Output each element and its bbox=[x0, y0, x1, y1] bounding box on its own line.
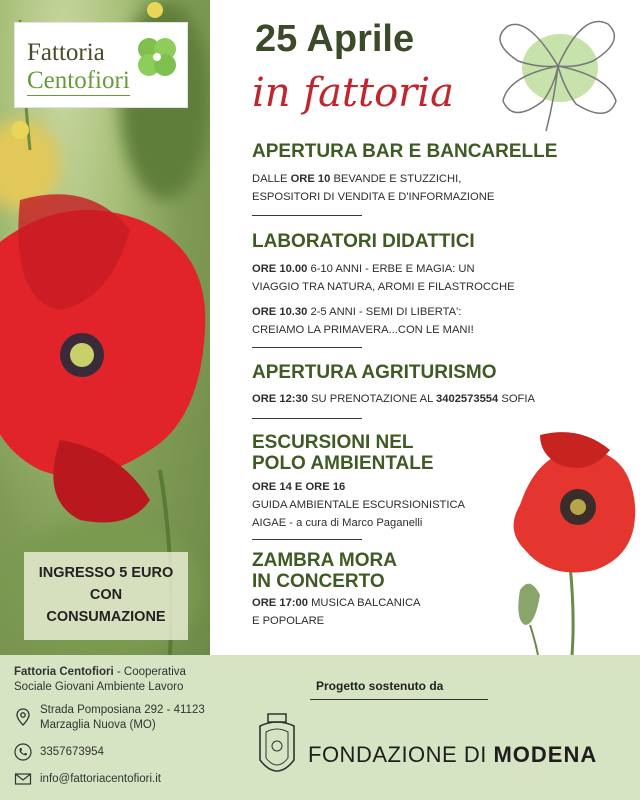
concerto-time: ORE 17:00 bbox=[252, 597, 308, 609]
section-lab-text1 bbox=[252, 260, 515, 296]
escursioni-title1: ESCURSIONI NEL bbox=[252, 432, 414, 453]
bar-line1-bold: ORE 10 bbox=[290, 173, 331, 185]
clover-outline-icon bbox=[488, 6, 628, 134]
bar-line1-rest: BEVANDE E STUZZICHI, bbox=[330, 173, 462, 185]
fondazione-prefix: FONDAZIONE DI bbox=[308, 742, 494, 767]
location-icon bbox=[14, 708, 32, 726]
footer-email[interactable]: info@fattoriacentofiori.it bbox=[40, 773, 161, 785]
poppy-photo bbox=[0, 0, 210, 655]
escursioni-line3: AIGAE - a cura di Marco Paganelli bbox=[252, 517, 423, 529]
concerto-desc: MUSICA BALCANICA bbox=[307, 597, 421, 609]
lab1-desc: 6-10 ANNI - ERBE E MAGIA: UN bbox=[307, 263, 475, 275]
footer-org bbox=[14, 665, 186, 695]
logo-line1: Fattoria bbox=[27, 39, 105, 66]
section-lab-text2 bbox=[252, 303, 474, 339]
event-date: 25 Aprile bbox=[255, 18, 415, 60]
footer-phone[interactable]: 3357673954 bbox=[40, 746, 104, 758]
divider bbox=[252, 347, 362, 348]
fondazione-name bbox=[308, 742, 597, 768]
footer-address bbox=[40, 703, 205, 733]
footer-address1: Strada Pomposiana 292 - 41123 bbox=[40, 704, 205, 716]
ingresso-box bbox=[24, 552, 188, 640]
section-concerto-title bbox=[252, 550, 397, 592]
bar-line1-prefix: DALLE bbox=[252, 173, 291, 185]
ingresso-line1: INGRESSO 5 EURO bbox=[38, 565, 174, 581]
footer-org-line2: Sociale Giovani Ambiente Lavoro bbox=[14, 681, 184, 693]
logo-line2: Centofiori bbox=[27, 67, 130, 94]
footer-org-name: Fattoria Centofiori bbox=[14, 666, 114, 678]
divider bbox=[252, 418, 362, 419]
footer-org-rest: - Cooperativa bbox=[113, 666, 186, 678]
poppy-image bbox=[500, 425, 640, 655]
sponsor-divider bbox=[310, 699, 488, 700]
event-subtitle: in fattoria bbox=[252, 70, 454, 116]
lab2-desc2: CREIAMO LA PRIMAVERA...CON LE MANI! bbox=[252, 324, 474, 336]
footer-address2: Marzaglia Nuova (MO) bbox=[40, 719, 156, 731]
section-bar-title: APERTURA BAR E BANCARELLE bbox=[252, 141, 558, 162]
crest-icon bbox=[256, 712, 298, 784]
section-agri-text bbox=[252, 390, 535, 408]
escursioni-time: ORE 14 E ORE 16 bbox=[252, 481, 346, 493]
ingresso-line2: CON bbox=[89, 587, 123, 603]
agri-name: SOFIA bbox=[498, 393, 535, 405]
divider bbox=[252, 215, 362, 216]
section-bar-text bbox=[252, 170, 494, 206]
fondazione-city: MODENA bbox=[493, 742, 598, 767]
lab1-desc2: VIAGGIO TRA NATURA, AROMI E FILASTROCCHE bbox=[252, 281, 515, 293]
section-escursioni-title bbox=[252, 432, 434, 474]
section-escursioni-text bbox=[252, 478, 465, 532]
mail-icon bbox=[14, 770, 32, 788]
escursioni-line2: GUIDA AMBIENTALE ESCURSIONISTICA bbox=[252, 499, 466, 511]
phone-icon bbox=[14, 743, 32, 761]
clover-icon bbox=[133, 33, 181, 81]
divider bbox=[252, 539, 362, 540]
agri-desc: SU PRENOTAZIONE AL bbox=[307, 393, 437, 405]
agri-time: ORE 12:30 bbox=[252, 393, 308, 405]
section-agri-title: APERTURA AGRITURISMO bbox=[252, 362, 497, 383]
concerto-title2: IN CONCERTO bbox=[252, 571, 385, 592]
bar-line2: ESPOSITORI DI VENDITA E D'INFORMAZIONE bbox=[252, 191, 495, 203]
logo bbox=[14, 22, 188, 108]
section-lab-title: LABORATORI DIDATTICI bbox=[252, 231, 475, 252]
concerto-desc2: E POPOLARE bbox=[252, 615, 325, 627]
section-concerto-text bbox=[252, 594, 421, 630]
lab1-time: ORE 10.00 bbox=[252, 263, 308, 275]
agri-phone: 3402573554 bbox=[436, 393, 499, 405]
sponsor-label: Progetto sostenuto da bbox=[316, 679, 444, 693]
concerto-title1: ZAMBRA MORA bbox=[252, 550, 397, 571]
lab2-time: ORE 10.30 bbox=[252, 306, 308, 318]
lab2-desc: 2-5 ANNI - SEMI DI LIBERTA': bbox=[307, 306, 462, 318]
escursioni-title2: POLO AMBIENTALE bbox=[252, 453, 434, 474]
ingresso-line3: CONSUMAZIONE bbox=[46, 609, 166, 625]
